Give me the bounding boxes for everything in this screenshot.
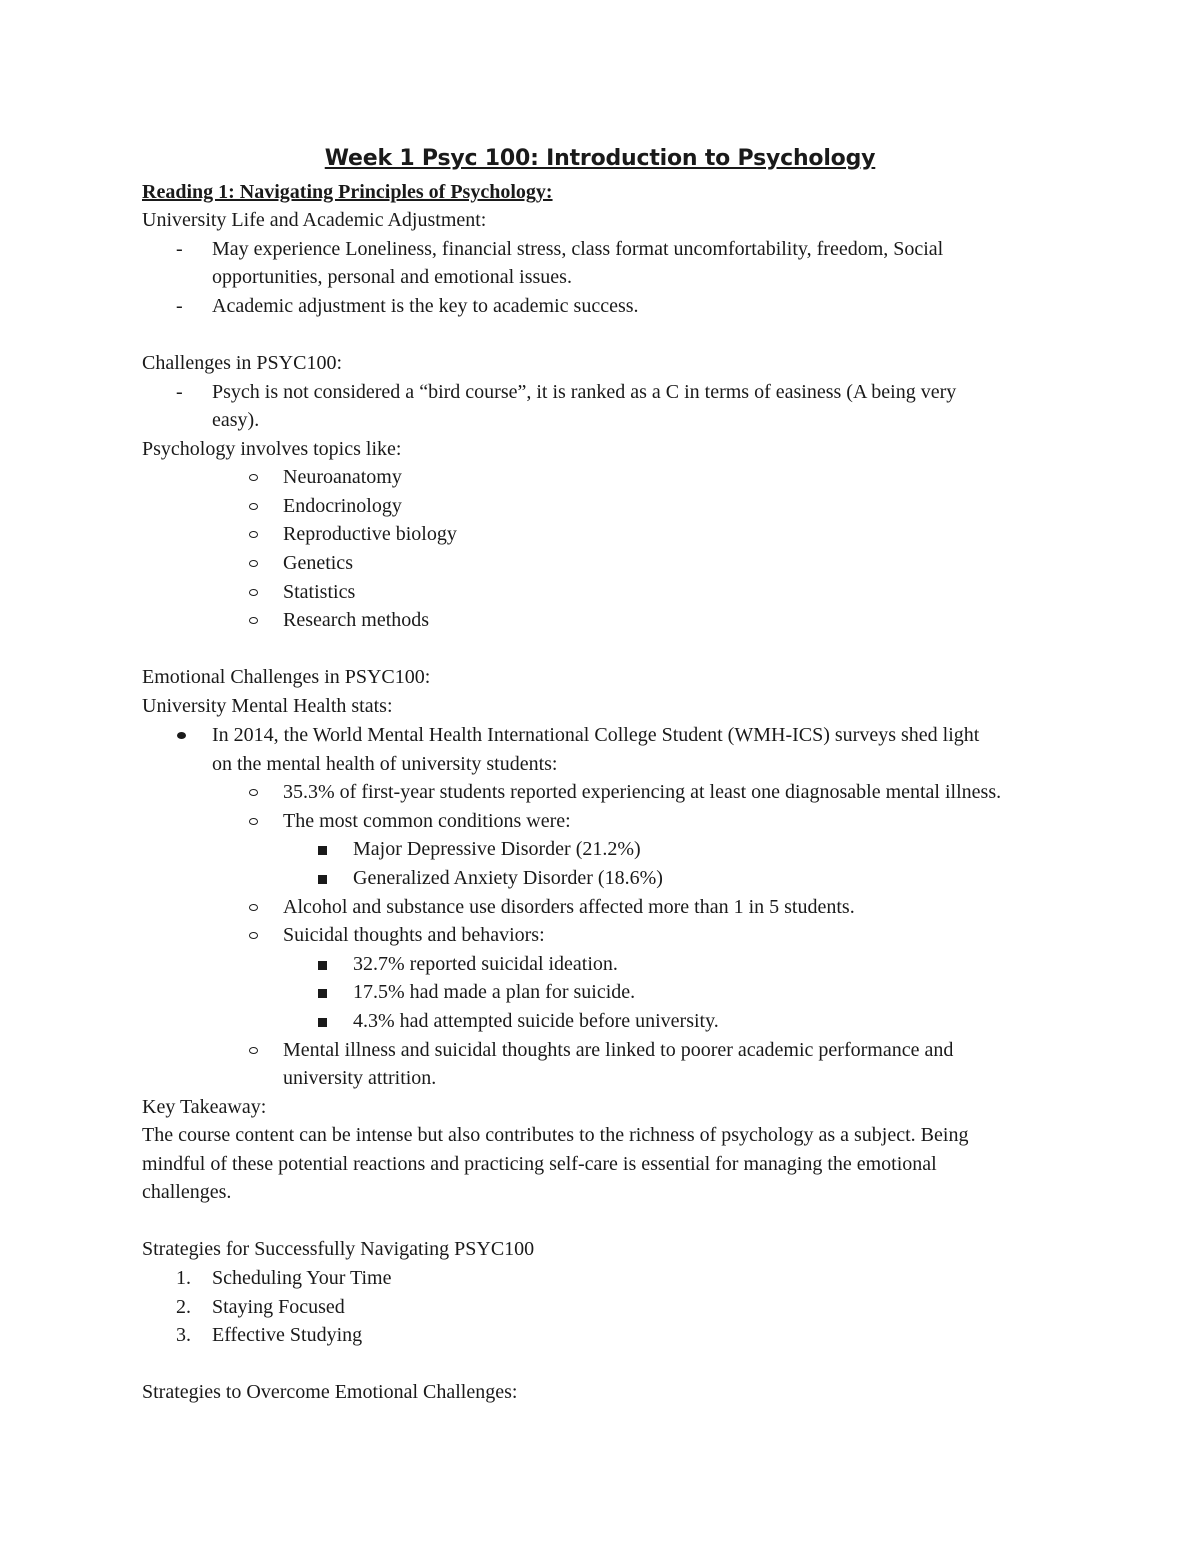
stat-item: The most common conditions were: xyxy=(283,810,571,832)
key-takeaway-text: challenges. xyxy=(142,1181,232,1203)
key-takeaway-heading: Key Takeaway: xyxy=(142,1096,267,1118)
hollow-circle-bullet-icon xyxy=(249,932,258,939)
suicidality-item: 32.7% reported suicidal ideation. xyxy=(353,953,618,975)
section-subheading-mental-health: University Mental Health stats: xyxy=(142,695,393,717)
square-bullet-icon xyxy=(318,846,327,855)
topic-item: Statistics xyxy=(283,581,356,603)
key-takeaway-text: The course content can be intense but also contributes to the richness of psychology as a subject. Being xyxy=(142,1124,969,1146)
list-item-continuation: opportunities, personal and emotional issues. xyxy=(212,266,572,288)
square-bullet-icon xyxy=(318,989,327,998)
suicidality-item: 17.5% had made a plan for suicide. xyxy=(353,981,636,1003)
condition-item: Major Depressive Disorder (21.2%) xyxy=(353,838,641,860)
dash-marker: - xyxy=(176,381,183,403)
square-bullet-icon xyxy=(318,1018,327,1027)
hollow-circle-bullet-icon xyxy=(249,474,258,481)
hollow-circle-bullet-icon xyxy=(249,617,258,624)
reading-heading: Reading 1: Navigating Principles of Psychology: xyxy=(142,181,553,203)
strategy-item: Staying Focused xyxy=(212,1296,345,1318)
square-bullet-icon xyxy=(318,875,327,884)
section-heading-challenges: Challenges in PSYC100: xyxy=(142,352,343,374)
section-heading-university-life: University Life and Academic Adjustment: xyxy=(142,209,487,231)
page-title: Week 1 Psyc 100: Introduction to Psychology xyxy=(324,146,876,171)
stat-item: 35.3% of first-year students reported experiencing at least one diagnosable mental illness. xyxy=(283,781,1002,803)
section-heading-topics: Psychology involves topics like: xyxy=(142,438,402,460)
list-item: Academic adjustment is the key to academic success. xyxy=(212,295,639,317)
strategy-item: Effective Studying xyxy=(212,1324,363,1346)
list-item: May experience Loneliness, financial stress, class format uncomfortability, freedom, Social xyxy=(212,238,944,260)
hollow-circle-bullet-icon xyxy=(249,531,258,538)
topic-item: Reproductive biology xyxy=(283,523,457,545)
hollow-circle-bullet-icon xyxy=(249,503,258,510)
dash-marker: - xyxy=(176,238,183,260)
list-item-continuation: on the mental health of university students: xyxy=(212,753,558,775)
topic-item: Neuroanatomy xyxy=(283,466,402,488)
list-item-continuation: easy). xyxy=(212,409,260,431)
suicidality-item: 4.3% had attempted suicide before university. xyxy=(353,1010,719,1032)
hollow-circle-bullet-icon xyxy=(249,560,258,567)
stat-item-continuation: university attrition. xyxy=(283,1067,437,1089)
list-number: 3. xyxy=(176,1324,191,1346)
stat-item: Alcohol and substance use disorders affected more than 1 in 5 students. xyxy=(283,896,855,918)
hollow-circle-bullet-icon xyxy=(249,818,258,825)
section-heading-emotional: Emotional Challenges in PSYC100: xyxy=(142,666,431,688)
dash-marker: - xyxy=(176,295,183,317)
key-takeaway-text: mindful of these potential reactions and practicing self-care is essential for managing the emotional xyxy=(142,1153,937,1175)
list-item: Psych is not considered a “bird course”, it is ranked as a C in terms of easiness (A being very xyxy=(212,381,957,403)
stat-item: Mental illness and suicidal thoughts are linked to poorer academic performance and xyxy=(283,1039,954,1061)
strategies-emotional-heading: Strategies to Overcome Emotional Challenges: xyxy=(142,1381,518,1403)
list-number: 2. xyxy=(176,1296,191,1318)
list-number: 1. xyxy=(176,1267,191,1289)
square-bullet-icon xyxy=(318,961,327,970)
filled-disc-bullet-icon xyxy=(177,732,186,739)
hollow-circle-bullet-icon xyxy=(249,904,258,911)
hollow-circle-bullet-icon xyxy=(249,589,258,596)
hollow-circle-bullet-icon xyxy=(249,789,258,796)
topic-item: Genetics xyxy=(283,552,353,574)
hollow-circle-bullet-icon xyxy=(249,1047,258,1054)
stat-item: Suicidal thoughts and behaviors: xyxy=(283,924,545,946)
topic-item: Endocrinology xyxy=(283,495,402,517)
strategy-item: Scheduling Your Time xyxy=(212,1267,392,1289)
topic-item: Research methods xyxy=(283,609,430,631)
list-item: In 2014, the World Mental Health International College Student (WMH-ICS) surveys shed light xyxy=(212,724,980,746)
condition-item: Generalized Anxiety Disorder (18.6%) xyxy=(353,867,663,889)
strategies-heading: Strategies for Successfully Navigating PSYC100 xyxy=(142,1238,535,1260)
